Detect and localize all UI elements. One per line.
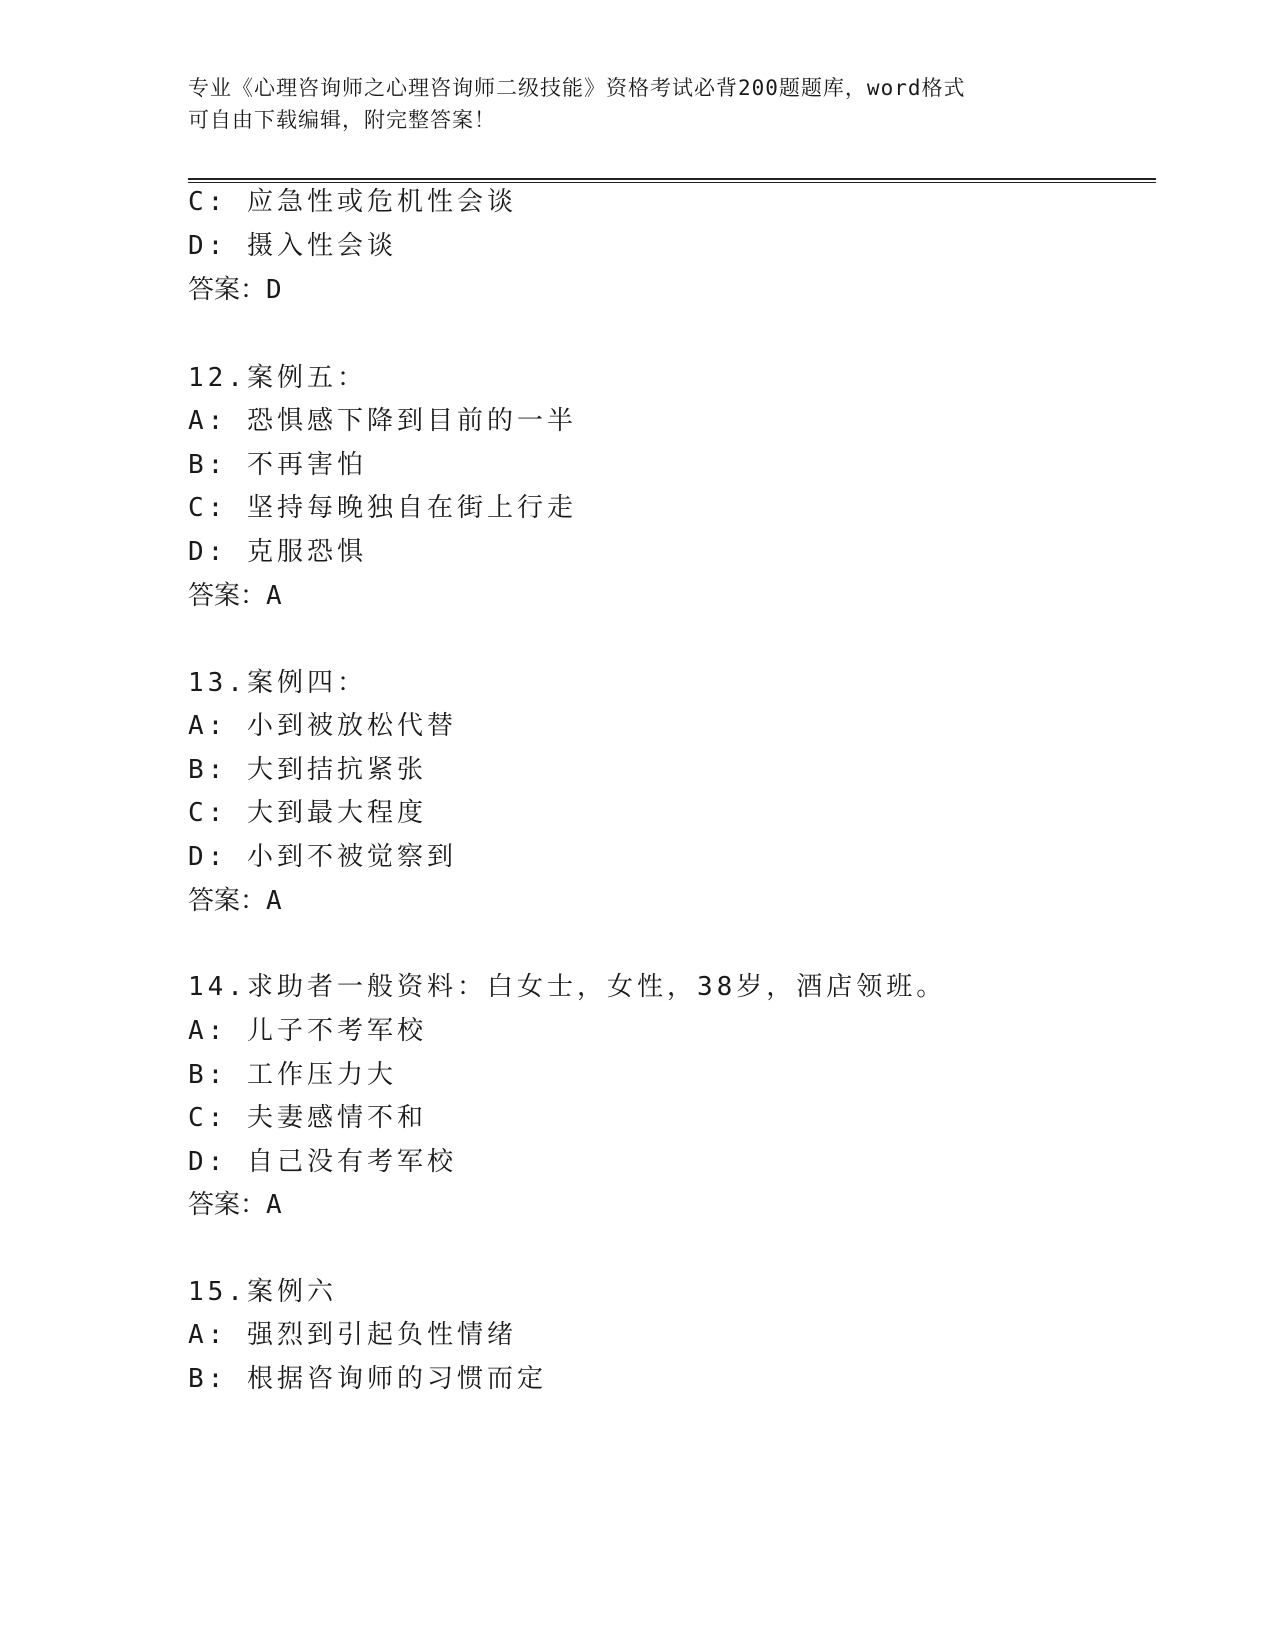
q15-option-a: A: 强烈到引起负性情绪: [188, 1320, 517, 1350]
q14-answer: 答案：A: [188, 1190, 282, 1220]
q13-option-a: A: 小到被放松代替: [188, 711, 457, 741]
q14-option-c: C: 夫妻感情不和: [188, 1103, 427, 1133]
q14-option-a: A: 儿子不考军校: [188, 1016, 427, 1046]
q12-question: 12.案例五：: [188, 363, 367, 393]
q11-answer: 答案：D: [188, 275, 282, 305]
q13-option-b: B: 大到拮抗紧张: [188, 755, 427, 785]
header-line-1: 专业《心理咨询师之心理咨询师二级技能》资格考试必背200题题库，word格式: [188, 76, 966, 100]
q13-option-c: C: 大到最大程度: [188, 798, 427, 828]
q14-option-b: B: 工作压力大: [188, 1060, 397, 1090]
header-divider: [188, 178, 1156, 183]
q13-option-d: D: 小到不被觉察到: [188, 842, 457, 872]
document-header: [188, 72, 1068, 136]
q12-option-b: B: 不再害怕: [188, 450, 367, 480]
q14-question: 14.求助者一般资料：白女士，女性，38岁，酒店领班。: [188, 972, 947, 1002]
q11-option-c: C: 应急性或危机性会谈: [188, 187, 517, 217]
header-line-2: 可自由下载编辑，附完整答案！: [188, 108, 496, 132]
q14-option-d: D: 自己没有考军校: [188, 1147, 457, 1177]
q13-question: 13.案例四：: [188, 668, 367, 698]
q12-option-c: C: 坚持每晚独自在街上行走: [188, 493, 577, 523]
q12-option-a: A: 恐惧感下降到目前的一半: [188, 406, 577, 436]
q15-option-b: B: 根据咨询师的习惯而定: [188, 1364, 547, 1394]
q15-question: 15.案例六: [188, 1277, 337, 1307]
q13-answer: 答案：A: [188, 886, 282, 916]
q12-answer: 答案：A: [188, 581, 282, 611]
q12-option-d: D: 克服恐惧: [188, 537, 367, 567]
q11-option-d: D: 摄入性会谈: [188, 231, 397, 261]
